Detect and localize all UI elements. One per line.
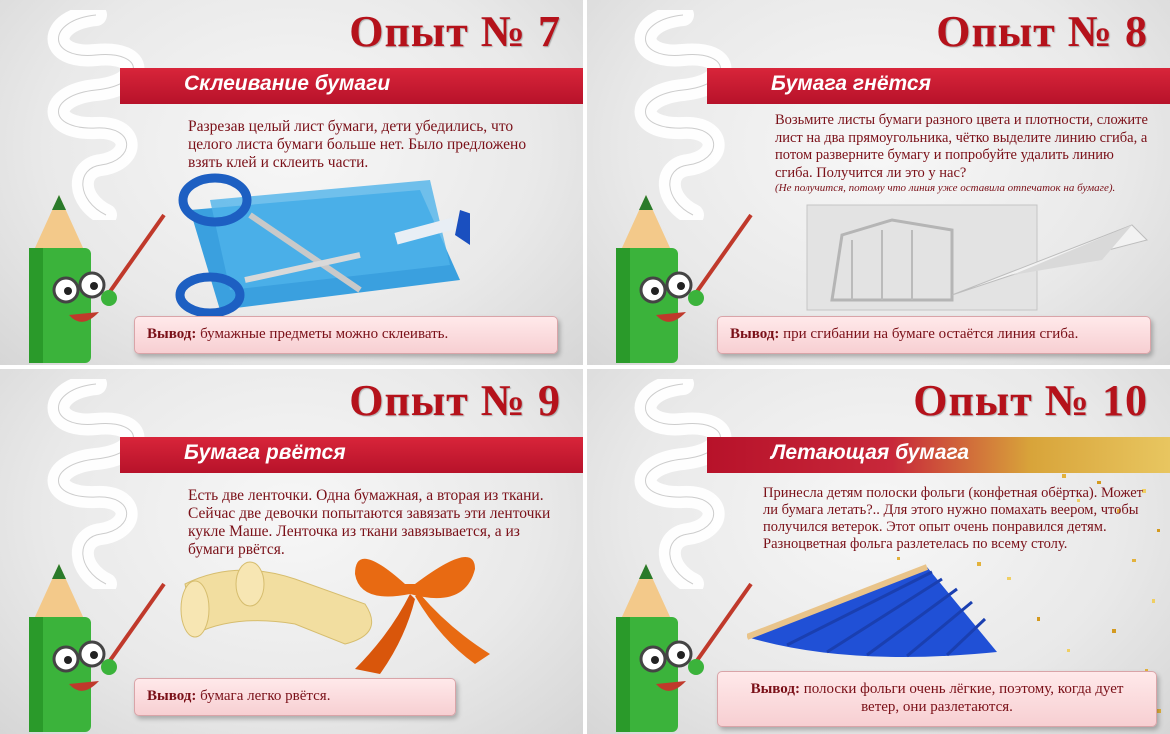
slide-title: Опыт № 9: [349, 376, 561, 425]
slide-subtitle: Летающая бумага: [771, 441, 970, 464]
paper-curl-decoration: [36, 379, 156, 589]
slide-experiment-8: [587, 0, 1170, 365]
description-text: Возьмите листы бумаги разного цвета и плотности, сложите лист на два прямоугольника, чётко выделите линию сгиба, а потом разверните бумагу и попробуйте удалить линию сгиба. Получится ли это у нас?: [775, 112, 1148, 181]
slide-experiment-7: [0, 0, 583, 365]
slide-title: Опыт № 10: [913, 376, 1148, 425]
description-note: (Не получится, потому что линия уже оставила отпечаток на бумаге).: [775, 182, 1116, 194]
conclusion-text: бумага легко рвётся.: [196, 688, 331, 704]
slide-title: Опыт № 8: [936, 7, 1148, 56]
slide-subtitle: Бумага рвётся: [184, 441, 346, 464]
conclusion-label: Вывод:: [750, 681, 800, 697]
paper-curl-decoration: [623, 10, 743, 220]
experiment-description: Принесла детям полоски фольги (конфетная обёртка). Может ли бумага летать?.. Для этого нужно помахать веером, чтобы получился ветерок. Этот опыт очень понравился детям. Разноцветная фольга разлетелась по всему столу.: [763, 485, 1143, 552]
experiment-description: [775, 112, 1155, 195]
conclusion-bubble: [717, 671, 1157, 727]
experiment-description: Есть две ленточки. Одна бумажная, а вторая из ткани. Сейчас две девочки попытаются завязать эти ленточки кукле Маше. Ленточка из ткани завязывается, а из бумаги рвётся.: [188, 487, 551, 558]
scissors-paper-glue-illustration: [170, 170, 470, 320]
conclusion-label: Вывод:: [147, 688, 197, 704]
subtitle-ribbon: [120, 68, 583, 104]
subtitle-ribbon: [707, 437, 1170, 473]
conclusion-text: при сгибании на бумаге остаётся линия сгиба.: [779, 326, 1079, 342]
paper-fan-illustration: [747, 557, 1067, 672]
subtitle-ribbon: [707, 68, 1170, 104]
conclusion-bubble: [717, 316, 1151, 354]
subtitle-ribbon: [120, 437, 583, 473]
folded-paper-illustration: [802, 200, 1152, 315]
paper-curl-decoration: [623, 379, 743, 589]
slide-experiment-9: [0, 369, 583, 734]
conclusion-bubble: [134, 678, 456, 716]
slide-subtitle: Склеивание бумаги: [184, 72, 391, 95]
conclusion-label: Вывод:: [730, 326, 780, 342]
conclusion-bubble: [134, 316, 558, 354]
slide-experiment-10: [587, 369, 1170, 734]
conclusion-text: бумажные предметы можно склеивать.: [196, 326, 449, 342]
slide-subtitle: Бумага гнётся: [771, 72, 931, 95]
conclusion-label: Вывод:: [147, 326, 197, 342]
experiment-description: Разрезав целый лист бумаги, дети убедились, что целого листа бумаги больше нет. Было предложено взять клей и склеить части.: [188, 118, 527, 171]
paper-curl-decoration: [36, 10, 156, 220]
slide-title: Опыт № 7: [349, 7, 561, 56]
ribbons-illustration: [175, 544, 495, 679]
conclusion-text: полоски фольги очень лёгкие, поэтому, когда дует ветер, они разлетаются.: [799, 681, 1124, 715]
